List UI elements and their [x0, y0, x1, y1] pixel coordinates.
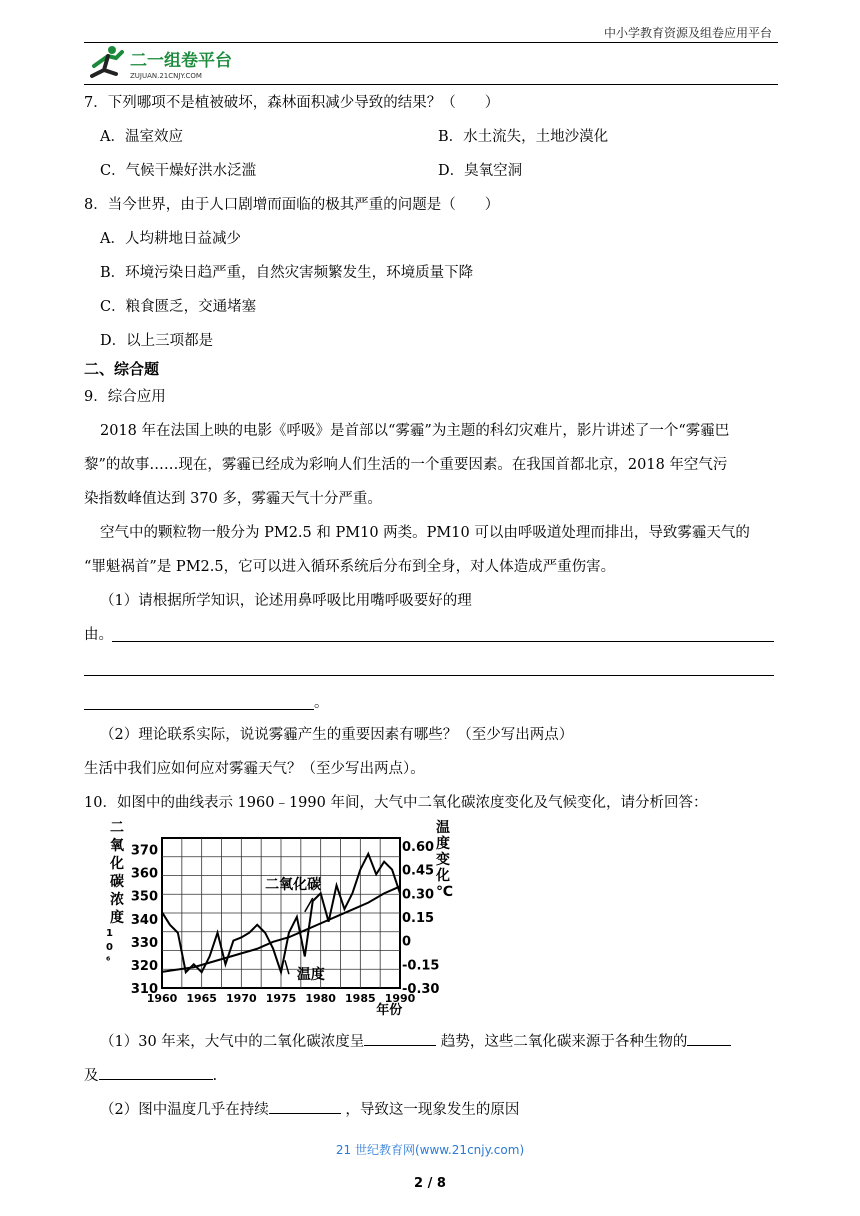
q8-option-a: A．人均耕地日益减少 [100, 231, 241, 247]
q9-paragraph-1c: 染指数峰值达到 370 多，雾霾天气十分严重。 [84, 491, 382, 507]
q9-paragraph-2b: “罪魁祸首”是 PM2.5，它可以进入循环系统后分布到全身，对人体造成严重伤害。 [84, 559, 616, 575]
y2-tick-label: 0.30 [402, 887, 435, 903]
y-tick-label: 330 [130, 935, 158, 951]
y-tick-label: 340 [130, 912, 158, 928]
blank-source-2[interactable] [99, 1065, 213, 1080]
q10-sub1-d: . [212, 1068, 218, 1084]
y-tick-label: 360 [130, 866, 158, 882]
q9-title: 9．综合应用 [84, 389, 166, 405]
q9-paragraph-1b: 黎”的故事……现在，雾霾已经成为彩响人们生活的一个重要因素。在我国首都北京，2018 年空气污 [84, 457, 728, 473]
q9-paragraph-1a: 2018 年在法国上映的电影《呼吸》是首部以“雾霾”为主题的科幻灾难片，影片讲述了一个“雾霾巴 [100, 423, 730, 439]
x-tick-label: 1965 [186, 992, 217, 1005]
co2-temperature-chart [100, 820, 453, 1018]
y2-tick-label: 0.45 [402, 863, 435, 879]
blank-source-1[interactable] [687, 1031, 731, 1046]
temperature-label-leader [285, 960, 289, 974]
svg-text:二一组卷平台: 二一组卷平台 [130, 51, 232, 71]
logo [84, 44, 284, 82]
q8-option-b: B．环境污染日趋严重，自然灾害频繁发生，环境质量下降 [100, 265, 474, 281]
q8-option-c: C．粮食匮乏，交通堵塞 [100, 299, 257, 315]
y-axis-title: 二氧化碳浓度 1 0 ⁶ [106, 820, 124, 967]
q10-sub1 [100, 1031, 731, 1052]
x-axis-title: 年份 [376, 1003, 403, 1018]
q9-paragraph-2a: 空气中的颗粒物一般分为 PM2.5 和 PM10 两类。PM10 可以由呼吸道处理而排出，导致雾霾天气的 [100, 525, 750, 541]
page-number: 2 / 8 [414, 1176, 446, 1191]
runner-icon [92, 46, 122, 76]
svg-text:ZUJUAN.21CNJY.COM: ZUJUAN.21CNJY.COM [130, 72, 202, 80]
q10-sub1-a: （1）30 年来，大气中的二氧化碳浓度呈 [100, 1034, 365, 1050]
q7-stem: 7．下列哪项不是植被破坏，森林面积减少导致的结果？（ ） [84, 95, 500, 111]
y-tick-label: 320 [130, 958, 158, 974]
q9-sub2-cont: 生活中我们应如何应对雾霾天气？（至少写出两点）。 [84, 761, 425, 777]
q8-option-d: D．以上三项都是 [100, 333, 214, 349]
header-rule [84, 42, 778, 43]
q10-sub2 [100, 1099, 519, 1120]
q9-sub1: （1）请根据所学知识，论述用鼻呼吸比用嘴呼吸要好的理 [100, 593, 472, 609]
q7-option-a: A．温室效应 [100, 129, 183, 145]
q9-sub1-end: 。 [314, 695, 329, 711]
y-tick-label: 310 [130, 982, 158, 997]
y-tick-label: 350 [130, 889, 158, 905]
answer-line-2[interactable] [84, 675, 774, 676]
x-tick-label: 1975 [265, 992, 297, 1005]
q10-sub1-cont [84, 1065, 217, 1086]
x-tick-label: 1980 [305, 992, 336, 1005]
q10-sub2-a: （2）图中温度几乎在持续 [100, 1102, 269, 1118]
q10-sub1-c: 及 [84, 1068, 99, 1084]
y2-axis-title: 温度变化℃ [436, 820, 453, 900]
x-tick-label: 1960 [146, 992, 178, 1005]
x-tick-label: 1970 [226, 992, 257, 1005]
q7-option-b: B．水土流失，土地沙漠化 [438, 129, 609, 145]
q7-option-c: C．气候干燥好洪水泛滥 [100, 163, 257, 179]
q9-sub2: （2）理论联系实际，说说雾霾产生的重要因素有哪些？（至少写出两点） [100, 727, 574, 743]
blank-temperature[interactable] [269, 1099, 341, 1114]
q10-sub1-b: 趋势，这些二氧化碳来源于各种生物的 [436, 1034, 688, 1050]
temperature-series-label: 温度 [296, 966, 325, 983]
q10-stem: 10．如图中的曲线表示 1960﹣1990 年间，大气中二氧化碳浓度变化及气候变化，请分析回答： [84, 795, 708, 811]
y2-tick-label: 0 [402, 934, 412, 950]
blank-trend[interactable] [364, 1031, 436, 1046]
y2-tick-label: -0.15 [402, 958, 440, 974]
header-rule-bottom [84, 84, 778, 85]
section-heading: 二、综合题 [84, 360, 160, 378]
answer-line-3[interactable] [84, 709, 314, 710]
y2-tick-label: 0.60 [402, 839, 435, 855]
q10-sub2-b: ，导致这一现象发生的原因 [340, 1102, 520, 1118]
y2-tick-label: 0.15 [402, 910, 435, 926]
co2-series-label: 二氧化碳 [265, 876, 322, 893]
footer-site-link[interactable]: 21 世纪教育网(www.21cnjy.com) [335, 1143, 525, 1157]
x-tick-label: 1985 [345, 992, 376, 1005]
q7-option-d: D．臭氧空洞 [438, 163, 523, 179]
y2-tick-label: -0.30 [402, 982, 440, 997]
answer-line-1[interactable] [112, 641, 774, 642]
platform-name: 中小学教育资源及组卷应用平台 [603, 26, 772, 40]
y-tick-label: 370 [130, 843, 158, 859]
x-tick-label: 1990 [384, 992, 416, 1005]
q9-sub1-cont: 由。 [84, 627, 113, 643]
q8-stem: 8．当今世界，由于人口剧增而面临的极其严重的问题是（ ） [84, 197, 500, 213]
